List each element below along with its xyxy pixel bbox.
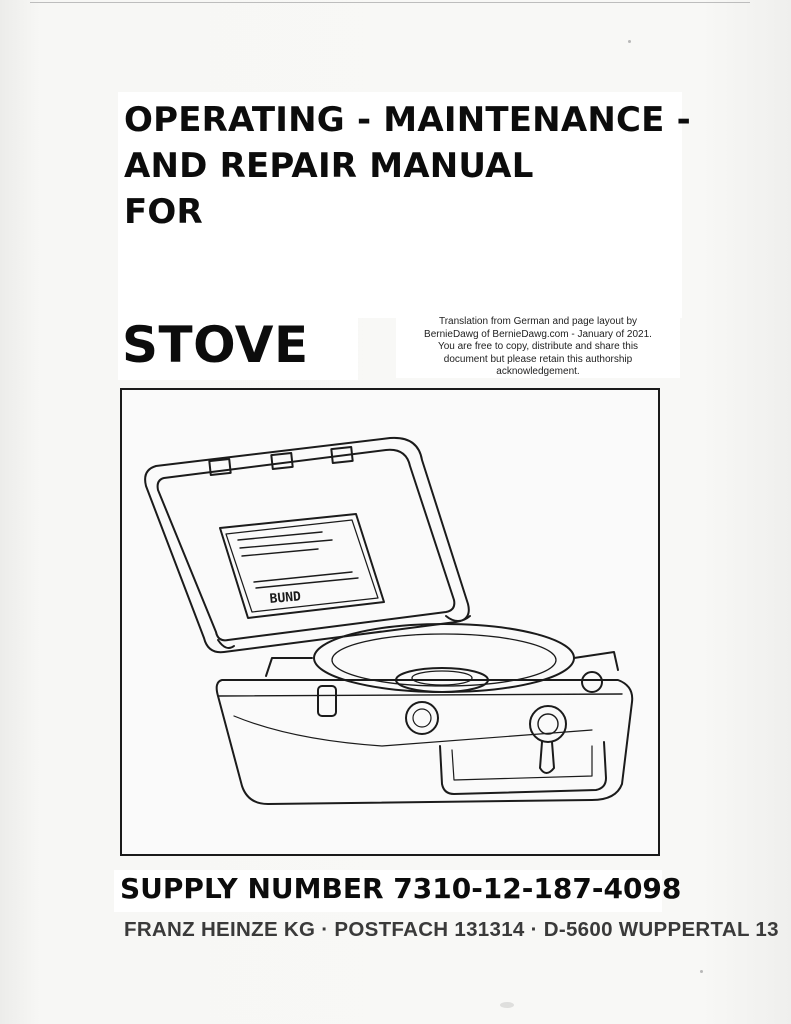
subject-title: STOVE [122,316,309,374]
stove-illustration [122,390,658,854]
regulator-knob [582,672,602,692]
scan-speck [628,40,631,43]
translation-note-line: acknowledgement. [496,366,580,378]
plate-label: BUND [269,589,302,608]
stove-illustration-frame [120,388,660,856]
top-edge-rule [30,2,750,3]
carry-handle [440,742,606,794]
translation-note-line: You are free to copy, distribute and share this [437,341,639,353]
lid-outline [145,438,469,652]
translation-note-line: Translation from German and page layout by [438,316,638,327]
title-line-1: OPERATING - MAINTENANCE - [124,100,691,140]
translation-note-line: BernieDawg of BernieDawg.com - January of 2021. [424,328,652,340]
publisher-address: FRANZ HEINZE KG · POSTFACH 131314 · D-5600 WUPPERTAL 13 [124,918,779,941]
instruction-plate [220,514,384,618]
lid-slot-2 [271,453,292,469]
title-line-3: FOR [124,192,203,232]
scan-speck [700,970,703,973]
translation-note-line: document but please retain this authorship [443,353,633,365]
pressure-gauge [406,702,438,734]
control-knob [530,706,566,742]
supply-number: SUPPLY NUMBER 7310-12-187-4098 [120,872,682,905]
title-line-2: AND REPAIR MANUAL [124,146,534,186]
case-body [217,680,633,804]
knob-stem [540,742,554,773]
fuel-cap [318,686,336,716]
scan-speck [500,1002,514,1008]
translation-note [396,316,680,378]
